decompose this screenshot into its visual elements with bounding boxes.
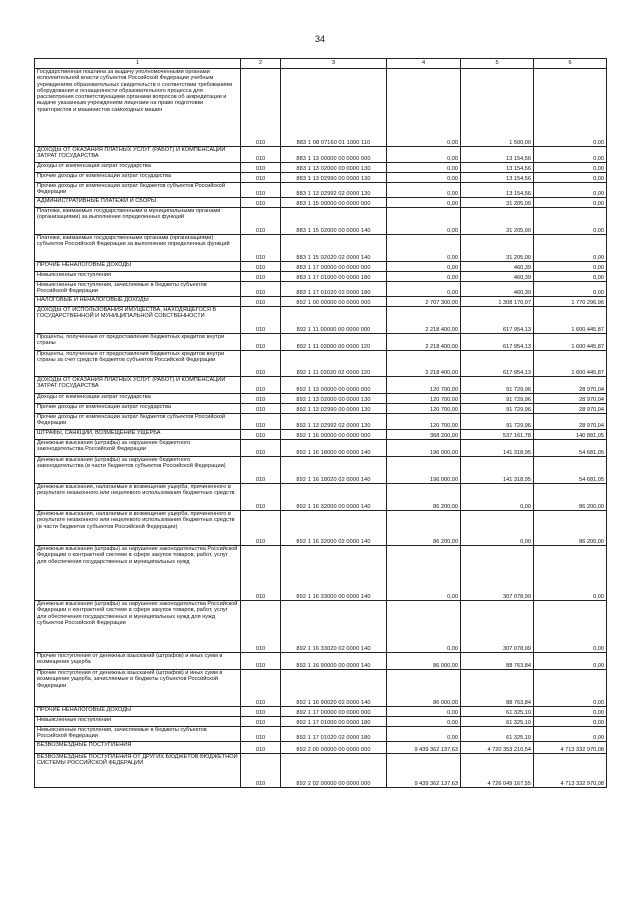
column-number-row [35, 59, 607, 69]
row-kbk-cell: 892 1 17 01020 02 0000 180 [281, 727, 387, 742]
row-name-cell: Денежные взыскания (штрафы) за нарушение бюджетного законодательства Российской Федерации [35, 440, 241, 457]
row-planned-cell: 368 200,00 [387, 430, 461, 440]
row-name-cell: Государственная пошлина за выдачу уполномоченными органами исполнительной власти субъектов Российской Федерации учебным учреждениям образовательных свидетельств о соответствии требованиям оборудования и оснащенности образовательного процесса для рассмотрения соответствующими органами вопросов об аккредитации и выдаче указанным учреждениям лицензии на право подготовки трактористов и машинистов самоходных машин [35, 69, 241, 147]
row-planned-cell: 2 218 400,00 [387, 307, 461, 334]
row-kbk-cell: 892 1 16 18000 00 0000 140 [281, 440, 387, 457]
row-executed-cell: 617 954,13 [461, 307, 534, 334]
row-remainder-cell: 0,00 [534, 707, 607, 717]
row-kbk-cell: 892 1 13 02990 00 0000 130 [281, 404, 387, 414]
row-planned-cell: 0,00 [387, 546, 461, 601]
row-code-cell: 010 [241, 163, 281, 173]
table-row [35, 601, 607, 653]
row-kbk-cell: 892 1 16 32000 02 0000 140 [281, 511, 387, 546]
row-executed-cell: 0,00 [461, 511, 534, 546]
row-name-cell: Проценты, полученные от предоставления бюджетных кредитов внутри страны за счет средств бюджетов субъектов Российской Федерации [35, 351, 241, 377]
row-remainder-cell: 86 200,00 [534, 511, 607, 546]
row-name-cell: Невыясненные поступления, зачисляемые в бюджеты субъектов Российской Федерации [35, 282, 241, 297]
row-kbk-cell: 892 1 17 01000 00 0000 180 [281, 717, 387, 727]
row-name-cell: БЕЗВОЗМЕЗДНЫЕ ПОСТУПЛЕНИЯ ОТ ДРУГИХ БЮДЖЕТОВ БЮДЖЕТНОЙ СИСТЕМЫ РОССИЙСКОЙ ФЕДЕРАЦИИ [35, 754, 241, 788]
row-code-cell: 010 [241, 430, 281, 440]
row-planned-cell: 0,00 [387, 163, 461, 173]
row-kbk-cell: 892 1 16 33020 02 0000 140 [281, 601, 387, 653]
row-executed-cell: 141 318,95 [461, 440, 534, 457]
row-name-cell: Денежные взыскания, налагаемые в возмещение ущерба, причиненного в результате незаконного или нецелевого использования бюджетных средств (в части бюджетов субъектов Российской Федерации) [35, 511, 241, 546]
row-executed-cell: 88 763,84 [461, 670, 534, 707]
row-executed-cell: 91 729,96 [461, 404, 534, 414]
row-planned-cell: 0,00 [387, 262, 461, 272]
row-executed-cell: 31 205,00 [461, 198, 534, 208]
row-kbk-cell: 883 1 15 02000 00 0000 140 [281, 208, 387, 235]
row-kbk-cell: 883 1 13 02000 00 0000 130 [281, 163, 387, 173]
row-name-cell: Прочие доходы от компенсации затрат бюджетов субъектов Российской Федерации [35, 414, 241, 430]
row-kbk-cell: 892 1 17 00000 00 0000 000 [281, 707, 387, 717]
table-row [35, 727, 607, 742]
row-remainder-cell: 28 970,04 [534, 414, 607, 430]
row-executed-cell: 537 161,78 [461, 430, 534, 440]
row-code-cell: 010 [241, 511, 281, 546]
row-code-cell: 010 [241, 282, 281, 297]
row-kbk-cell: 892 1 11 03020 02 0000 120 [281, 351, 387, 377]
row-executed-cell: 61 325,10 [461, 727, 534, 742]
row-code-cell: 010 [241, 272, 281, 282]
table-row [35, 754, 607, 788]
row-name-cell: ПРОЧИЕ НЕНАЛОГОВЫЕ ДОХОДЫ [35, 262, 241, 272]
row-name-cell: Платежи, взимаемые государственными органами (организациями) субъектов Российской Федерации за выполнение определенных функций [35, 235, 241, 262]
row-name-cell: Прочие доходы от компенсации затрат бюджетов субъектов Российской Федерации [35, 183, 241, 198]
row-code-cell: 010 [241, 484, 281, 511]
row-executed-cell: 141 318,95 [461, 457, 534, 484]
row-name-cell: ДОХОДЫ ОТ ОКАЗАНИЯ ПЛАТНЫХ УСЛУГ (РАБОТ) И КОМПЕНСАЦИИ ЗАТРАТ ГОСУДАРСТВА [35, 377, 241, 394]
row-code-cell: 010 [241, 707, 281, 717]
row-planned-cell: 120 700,00 [387, 394, 461, 404]
row-kbk-cell: 892 1 13 02000 00 0000 130 [281, 394, 387, 404]
row-planned-cell: 0,00 [387, 282, 461, 297]
row-code-cell: 010 [241, 69, 281, 147]
row-kbk-cell: 892 1 13 00000 00 0000 000 [281, 377, 387, 394]
row-name-cell: ШТРАФЫ, САНКЦИИ, ВОЗМЕЩЕНИЕ УЩЕРБА [35, 430, 241, 440]
row-kbk-cell: 892 2 00 00000 00 0000 000 [281, 742, 387, 754]
row-name-cell: Прочие доходы от компенсации затрат государства [35, 404, 241, 414]
row-name-cell: Платежи, взимаемые государственными и муниципальными органами (организациями) за выполнение определенных функций [35, 208, 241, 235]
table-row [35, 377, 607, 394]
row-kbk-cell: 892 1 16 00000 00 0000 000 [281, 430, 387, 440]
page-number: 34 [314, 34, 325, 44]
column-header: 3 [281, 59, 387, 69]
column-header: 6 [534, 59, 607, 69]
row-kbk-cell: 883 1 15 00000 00 0000 000 [281, 198, 387, 208]
table-row [35, 334, 607, 351]
row-name-cell: Денежные взыскания (штрафы) за нарушение законодательства Российской Федерации о контрактной системе в сфере закупок товаров, работ, услуг для обеспечения государственных и муниципальных нужд [35, 546, 241, 601]
row-remainder-cell: 4 713 332 970,08 [534, 754, 607, 788]
row-executed-cell: 91 729,96 [461, 414, 534, 430]
row-code-cell: 010 [241, 307, 281, 334]
row-remainder-cell: 28 970,04 [534, 394, 607, 404]
row-executed-cell: 307 078,99 [461, 546, 534, 601]
row-name-cell: Невыясненные поступления [35, 272, 241, 282]
row-remainder-cell: 1 600 445,87 [534, 334, 607, 351]
row-planned-cell: 86 000,00 [387, 653, 461, 670]
row-remainder-cell: 4 713 332 970,08 [534, 742, 607, 754]
row-name-cell: ПРОЧИЕ НЕНАЛОГОВЫЕ ДОХОДЫ [35, 707, 241, 717]
row-kbk-cell: 883 1 17 00000 00 0000 000 [281, 262, 387, 272]
row-remainder-cell: 1 600 445,87 [534, 351, 607, 377]
row-remainder-cell: 0,00 [534, 235, 607, 262]
row-executed-cell: 4 726 049 167,55 [461, 754, 534, 788]
row-code-cell: 010 [241, 198, 281, 208]
row-executed-cell: 460,39 [461, 272, 534, 282]
row-name-cell: Денежные взыскания, налагаемые в возмещение ущерба, причиненного в результате незаконного или нецелевого использования бюджетных средств [35, 484, 241, 511]
row-planned-cell: 0,00 [387, 69, 461, 147]
row-kbk-cell: 883 1 13 02992 02 0000 130 [281, 183, 387, 198]
row-remainder-cell: 0,00 [534, 272, 607, 282]
row-remainder-cell: 0,00 [534, 282, 607, 297]
row-executed-cell: 617 954,13 [461, 351, 534, 377]
row-name-cell: НАЛОГОВЫЕ И НЕНАЛОГОВЫЕ ДОХОДЫ [35, 297, 241, 307]
row-executed-cell: 31 205,00 [461, 235, 534, 262]
budget-revenue-table [34, 58, 607, 788]
row-name-cell: Денежные взыскания (штрафы) за нарушение законодательства Российской Федерации о контрактной системе в сфере закупок товаров, работ, услуг для обеспечения государственных и муниципальных нужд для нужд субъектов Российской Федерации [35, 601, 241, 653]
row-planned-cell: 0,00 [387, 707, 461, 717]
table-row [35, 183, 607, 198]
table-row [35, 394, 607, 404]
row-executed-cell: 4 720 353 210,54 [461, 742, 534, 754]
row-kbk-cell: 883 1 17 01020 02 0000 180 [281, 282, 387, 297]
table-row [35, 235, 607, 262]
row-remainder-cell: 140 881,05 [534, 430, 607, 440]
row-kbk-cell: 892 1 16 32000 00 0000 140 [281, 484, 387, 511]
row-remainder-cell: 86 200,00 [534, 484, 607, 511]
row-planned-cell: 86 200,00 [387, 511, 461, 546]
row-remainder-cell: 1 770 296,96 [534, 297, 607, 307]
row-executed-cell: 13 154,56 [461, 163, 534, 173]
row-executed-cell: 1 500,00 [461, 69, 534, 147]
row-remainder-cell: 0,00 [534, 198, 607, 208]
table-row [35, 173, 607, 183]
table-row [35, 742, 607, 754]
row-planned-cell: 0,00 [387, 198, 461, 208]
row-executed-cell: 13 154,56 [461, 183, 534, 198]
row-code-cell: 010 [241, 147, 281, 163]
row-code-cell: 010 [241, 717, 281, 727]
row-planned-cell: 196 000,00 [387, 440, 461, 457]
row-code-cell: 010 [241, 404, 281, 414]
row-executed-cell: 13 154,56 [461, 173, 534, 183]
row-planned-cell: 196 000,00 [387, 457, 461, 484]
row-planned-cell: 0,00 [387, 601, 461, 653]
row-code-cell: 010 [241, 262, 281, 272]
table-row [35, 147, 607, 163]
row-planned-cell: 86 200,00 [387, 484, 461, 511]
row-name-cell: Невыясненные поступления [35, 717, 241, 727]
row-planned-cell: 2 218 400,00 [387, 334, 461, 351]
row-kbk-cell: 892 1 13 02992 02 0000 130 [281, 414, 387, 430]
row-planned-cell: 120 700,00 [387, 414, 461, 430]
row-kbk-cell: 883 1 15 02020 02 0000 140 [281, 235, 387, 262]
row-kbk-cell: 892 1 16 33000 00 0000 140 [281, 546, 387, 601]
column-header: 1 [35, 59, 241, 69]
row-remainder-cell: 28 970,04 [534, 404, 607, 414]
row-kbk-cell: 892 1 11 03000 00 0000 120 [281, 334, 387, 351]
row-planned-cell: 0,00 [387, 727, 461, 742]
row-kbk-cell: 892 1 16 90020 02 0000 140 [281, 670, 387, 707]
row-executed-cell: 460,39 [461, 262, 534, 272]
table-row [35, 404, 607, 414]
row-code-cell: 010 [241, 653, 281, 670]
row-name-cell: Невыясненные поступления, зачисляемые в бюджеты субъектов Российской Федерации [35, 727, 241, 742]
row-name-cell: Доходы от компенсации затрат государства [35, 163, 241, 173]
column-header: 2 [241, 59, 281, 69]
row-code-cell: 010 [241, 297, 281, 307]
row-planned-cell: 9 439 362 137,63 [387, 742, 461, 754]
row-code-cell: 010 [241, 173, 281, 183]
row-executed-cell: 617 954,13 [461, 334, 534, 351]
row-kbk-cell: 883 1 17 01000 00 0000 180 [281, 272, 387, 282]
row-code-cell: 010 [241, 546, 281, 601]
row-code-cell: 010 [241, 742, 281, 754]
table-row [35, 717, 607, 727]
row-executed-cell: 0,00 [461, 484, 534, 511]
row-remainder-cell: 28 970,04 [534, 377, 607, 394]
row-kbk-cell: 892 1 16 90000 00 0000 140 [281, 653, 387, 670]
row-name-cell: АДМИНИСТРАТИВНЫЕ ПЛАТЕЖИ И СБОРЫ [35, 198, 241, 208]
row-executed-cell: 1 308 170,97 [461, 297, 534, 307]
row-code-cell: 010 [241, 208, 281, 235]
row-kbk-cell: 892 1 11 00000 00 0000 000 [281, 307, 387, 334]
row-executed-cell: 61 325,10 [461, 707, 534, 717]
row-planned-cell: 9 439 362 137,63 [387, 754, 461, 788]
row-code-cell: 010 [241, 351, 281, 377]
row-code-cell: 010 [241, 457, 281, 484]
row-remainder-cell: 54 681,05 [534, 440, 607, 457]
row-planned-cell: 2 218 400,00 [387, 351, 461, 377]
row-remainder-cell: 0,00 [534, 208, 607, 235]
row-name-cell: Прочие поступления от денежных взысканий (штрафов) и иных сумм в возмещение ущерба, зачисляемые в бюджеты субъектов Российской Федерации [35, 670, 241, 707]
row-name-cell: Доходы от компенсации затрат государства [35, 394, 241, 404]
row-planned-cell: 86 000,00 [387, 670, 461, 707]
table-row [35, 297, 607, 307]
row-remainder-cell: 0,00 [534, 653, 607, 670]
table-row [35, 262, 607, 272]
row-remainder-cell: 0,00 [534, 546, 607, 601]
table-row [35, 282, 607, 297]
row-name-cell: Прочие поступления от денежных взысканий (штрафов) и иных сумм в возмещение ущерба [35, 653, 241, 670]
table-body [35, 69, 607, 788]
row-remainder-cell: 0,00 [534, 670, 607, 707]
row-remainder-cell: 1 600 445,87 [534, 307, 607, 334]
table-row [35, 414, 607, 430]
table-row [35, 198, 607, 208]
table-row [35, 208, 607, 235]
row-planned-cell: 0,00 [387, 272, 461, 282]
row-planned-cell: 0,00 [387, 183, 461, 198]
row-code-cell: 010 [241, 440, 281, 457]
row-remainder-cell: 0,00 [534, 69, 607, 147]
row-executed-cell: 88 763,84 [461, 653, 534, 670]
row-name-cell: Денежные взыскания (штрафы) за нарушение бюджетного законодательства (в части бюджетов субъектов Российской Федерации) [35, 457, 241, 484]
row-code-cell: 010 [241, 377, 281, 394]
row-planned-cell: 120 700,00 [387, 404, 461, 414]
row-remainder-cell: 0,00 [534, 262, 607, 272]
row-name-cell: Прочие доходы от компенсации затрат государства [35, 173, 241, 183]
row-executed-cell: 13 154,56 [461, 147, 534, 163]
row-planned-cell: 0,00 [387, 147, 461, 163]
table-row [35, 484, 607, 511]
row-remainder-cell: 0,00 [534, 163, 607, 173]
column-header: 4 [387, 59, 461, 69]
row-kbk-cell: 883 1 13 02990 00 0000 130 [281, 173, 387, 183]
row-name-cell: Проценты, полученные от предоставления бюджетных кредитов внутри страны [35, 334, 241, 351]
row-planned-cell: 0,00 [387, 173, 461, 183]
row-executed-cell: 91 729,96 [461, 377, 534, 394]
row-planned-cell: 0,00 [387, 208, 461, 235]
row-code-cell: 010 [241, 414, 281, 430]
table-row [35, 707, 607, 717]
row-remainder-cell: 0,00 [534, 183, 607, 198]
table-row [35, 163, 607, 173]
row-executed-cell: 460,39 [461, 282, 534, 297]
table-row [35, 653, 607, 670]
row-code-cell: 010 [241, 235, 281, 262]
table-row [35, 440, 607, 457]
row-kbk-cell: 883 1 08 07160 01 1000 110 [281, 69, 387, 147]
row-code-cell: 010 [241, 334, 281, 351]
table-row [35, 351, 607, 377]
row-remainder-cell: 0,00 [534, 717, 607, 727]
row-planned-cell: 2 707 300,00 [387, 297, 461, 307]
table-row [35, 69, 607, 147]
table-row [35, 307, 607, 334]
row-remainder-cell: 0,00 [534, 147, 607, 163]
table-row [35, 457, 607, 484]
row-planned-cell: 0,00 [387, 235, 461, 262]
row-planned-cell: 120 700,00 [387, 377, 461, 394]
row-executed-cell: 61 325,10 [461, 717, 534, 727]
table-row [35, 272, 607, 282]
row-remainder-cell: 0,00 [534, 727, 607, 742]
row-planned-cell: 0,00 [387, 717, 461, 727]
table-row [35, 670, 607, 707]
column-header: 5 [461, 59, 534, 69]
row-kbk-cell: 883 1 13 00000 00 0000 000 [281, 147, 387, 163]
row-name-cell: БЕЗВОЗМЕЗДНЫЕ ПОСТУПЛЕНИЯ [35, 742, 241, 754]
row-executed-cell: 307 078,99 [461, 601, 534, 653]
row-remainder-cell: 54 681,05 [534, 457, 607, 484]
row-kbk-cell: 892 1 00 00000 00 0000 000 [281, 297, 387, 307]
row-kbk-cell: 892 1 16 18020 02 0000 140 [281, 457, 387, 484]
row-remainder-cell: 0,00 [534, 173, 607, 183]
table-row [35, 430, 607, 440]
row-remainder-cell: 0,00 [534, 601, 607, 653]
row-executed-cell: 91 729,96 [461, 394, 534, 404]
table-row [35, 511, 607, 546]
row-code-cell: 010 [241, 601, 281, 653]
row-code-cell: 010 [241, 727, 281, 742]
row-name-cell: ДОХОДЫ ОТ ИСПОЛЬЗОВАНИЯ ИМУЩЕСТВА, НАХОДЯЩЕГОСЯ В ГОСУДАРСТВЕННОЙ И МУНИЦИПАЛЬНОЙ СОБСТВЕННОСТИ [35, 307, 241, 334]
row-code-cell: 010 [241, 670, 281, 707]
table-row [35, 546, 607, 601]
row-name-cell: ДОХОДЫ ОТ ОКАЗАНИЯ ПЛАТНЫХ УСЛУГ (РАБОТ) И КОМПЕНСАЦИИ ЗАТРАТ ГОСУДАРСТВА [35, 147, 241, 163]
row-code-cell: 010 [241, 183, 281, 198]
row-code-cell: 010 [241, 754, 281, 788]
row-code-cell: 010 [241, 394, 281, 404]
row-executed-cell: 31 205,00 [461, 208, 534, 235]
row-kbk-cell: 892 2 02 00000 00 0000 000 [281, 754, 387, 788]
